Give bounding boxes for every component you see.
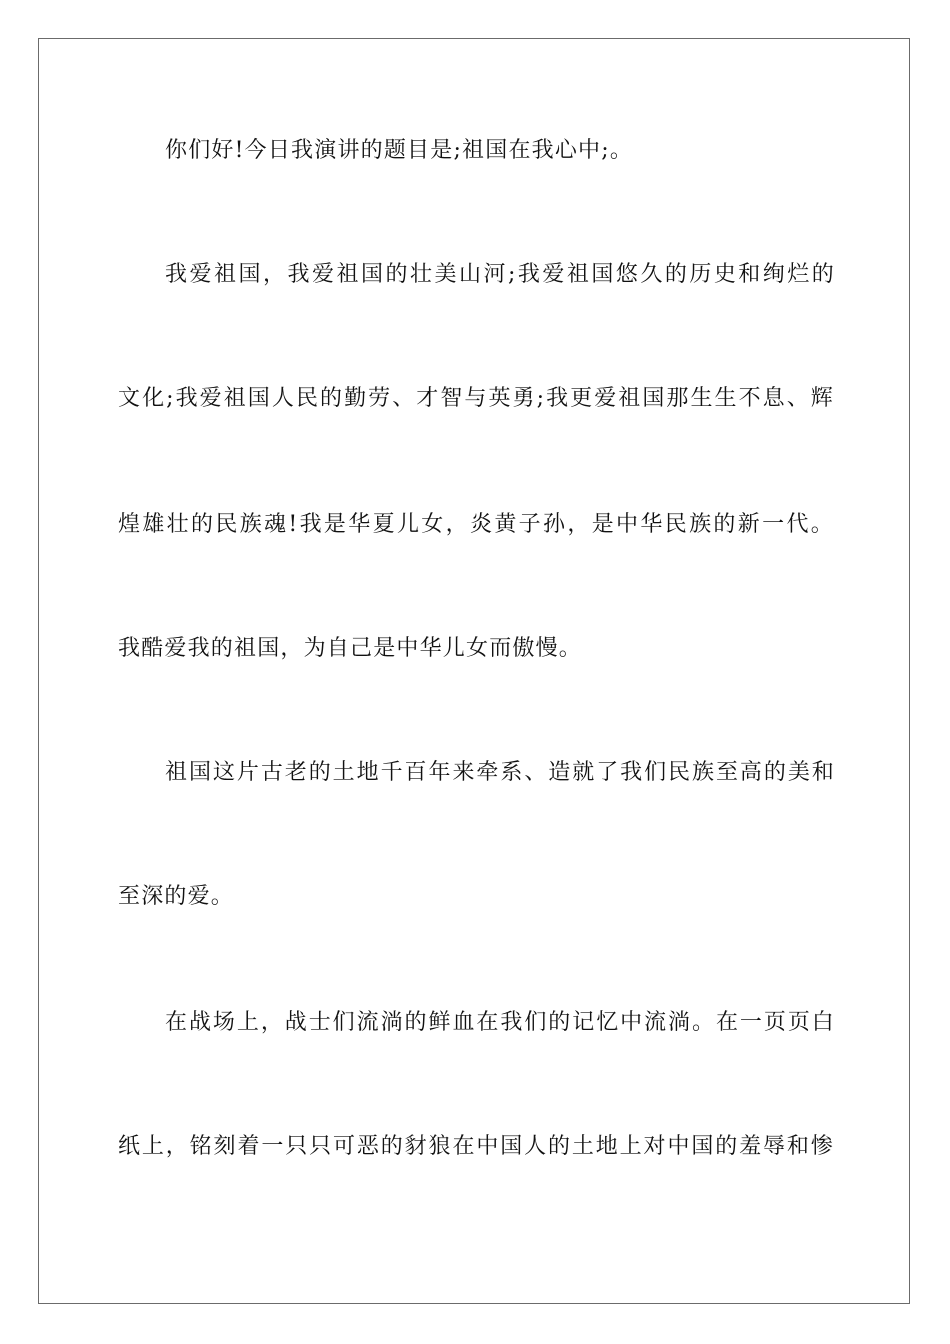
page-frame (38, 38, 910, 1304)
paragraph-4-line-2: 纸上，铭刻着一只只可恶的豺狼在中国人的土地上对中国的羞辱和惨 (118, 1134, 834, 1159)
paragraph-3-line-1: 祖国这片古老的土地千百年来牵系、造就了我们民族至高的美和 (165, 760, 835, 785)
paragraph-4-line-1: 在战场上，战士们流淌的鲜血在我们的记忆中流淌。在一页页白 (165, 1010, 835, 1035)
paragraph-3-line-2: 至深的爱。 (118, 884, 235, 909)
paragraph-2-line-2: 文化;我爱祖国人民的勤劳、才智与英勇;我更爱祖国那生生不息、辉 (118, 386, 834, 411)
paragraph-2-line-4: 我酷爱我的祖国，为自己是中华儿女而傲慢。 (118, 636, 583, 661)
paragraph-1-line-1: 你们好!今日我演讲的题目是;祖国在我心中;。 (165, 138, 634, 163)
paragraph-2-line-3: 煌雄壮的民族魂!我是华夏儿女，炎黄子孙，是中华民族的新一代。 (118, 512, 834, 537)
paragraph-2-line-1: 我爱祖国，我爱祖国的壮美山河;我爱祖国悠久的历史和绚烂的 (165, 262, 835, 287)
